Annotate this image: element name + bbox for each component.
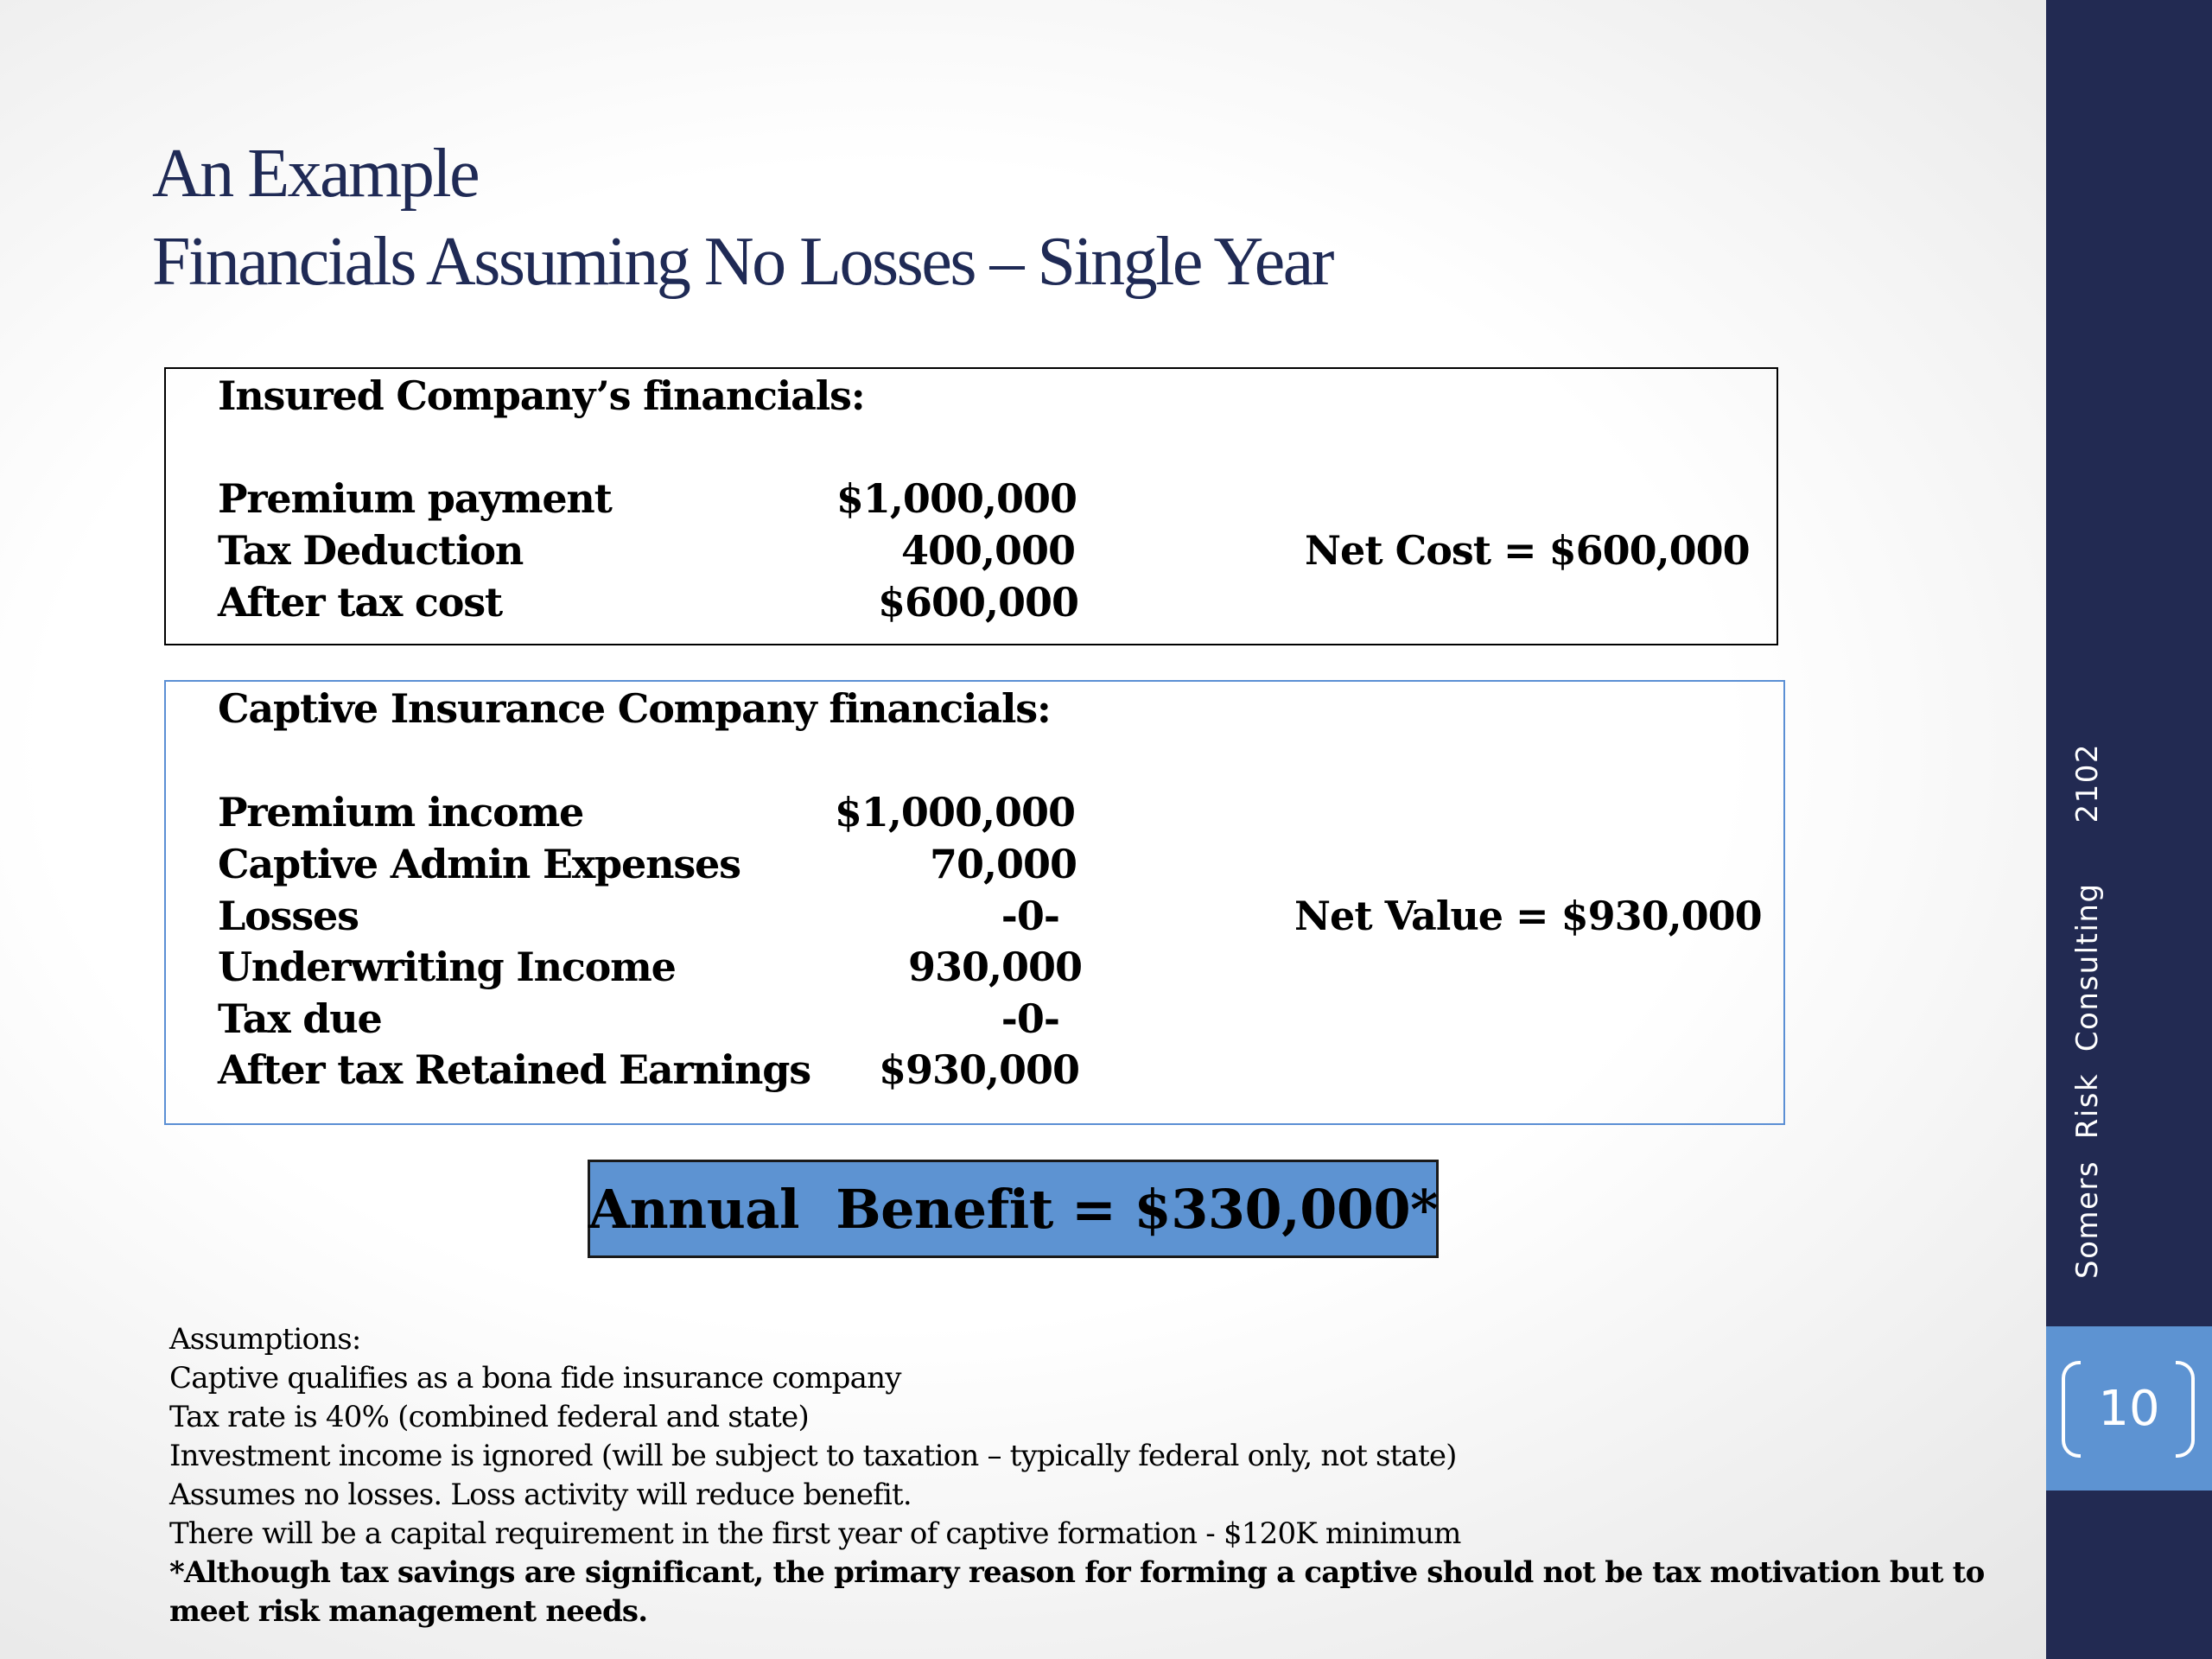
table-row [166,475,1777,527]
row-value: $1,000,000 [836,475,1077,522]
table-row [166,944,1783,995]
row-value: $600,000 [877,579,1078,626]
row-value: -0- [1001,995,1059,1042]
table-row [166,995,1783,1047]
annual-benefit-banner: Annual Benefit = $330,000* [588,1160,1439,1258]
list-item: Assumes no losses. Loss activity will reduce benefit. [169,1478,912,1512]
row-value: 70,000 [929,841,1077,887]
row-label: After tax cost [218,579,502,626]
list-item: There will be a capital requirement in the first year of captive formation - $120K minimum [169,1516,1461,1551]
list-item: Tax rate is 40% (combined federal and state) [169,1400,809,1434]
row-label: Tax due [218,995,382,1042]
row-value: -0- [1001,893,1059,939]
footnote: *Although tax savings are significant, the primary reason for forming a captive should not be tax motivation but to meet risk management needs. [169,1555,1985,1629]
company-name: Somers Risk Consulting [2070,882,2105,1279]
net-cost-note: Net Cost = $600,000 [1305,527,1750,574]
row-label: Tax Deduction [218,527,524,574]
title-line-2: Financials Assuming No Losses – Single Year [152,224,1332,300]
row-label: Captive Admin Expenses [218,841,741,887]
net-value-note: Net Value = $930,000 [1294,893,1762,939]
captive-heading: Captive Insurance Company financials: [218,685,1051,732]
list-item: Investment income is ignored (will be subject to taxation – typically federal only, not state) [169,1439,1457,1473]
row-value: 930,000 [907,944,1082,990]
assumptions-list [169,1320,2001,1631]
year-label: 2102 [2070,743,2105,823]
row-label: Underwriting Income [218,944,676,990]
row-label: After tax Retained Earnings [218,1046,810,1093]
left-brace-icon [2062,1361,2081,1458]
table-row [166,841,1783,893]
sidebar-footer-text [2070,743,2105,1279]
right-brace-icon [2176,1361,2195,1458]
insured-heading: Insured Company’s financials: [218,372,865,419]
insured-financials-box [164,367,1778,645]
captive-financials-box [164,680,1785,1125]
table-row [166,789,1783,841]
row-value: $1,000,000 [834,789,1075,836]
row-label: Premium income [218,789,584,836]
table-row [166,579,1777,631]
title-line-1: An Example [152,136,479,212]
row-label: Premium payment [218,475,612,522]
slide-title [152,130,1332,306]
list-item: Captive qualifies as a bona fide insurance company [169,1361,901,1395]
row-label: Losses [218,893,359,939]
page-number: 10 [2098,1381,2160,1437]
row-value: $930,000 [878,1046,1079,1093]
table-row [166,1046,1783,1098]
row-value: 400,000 [900,527,1075,574]
assumptions-heading: Assumptions: [169,1322,361,1357]
